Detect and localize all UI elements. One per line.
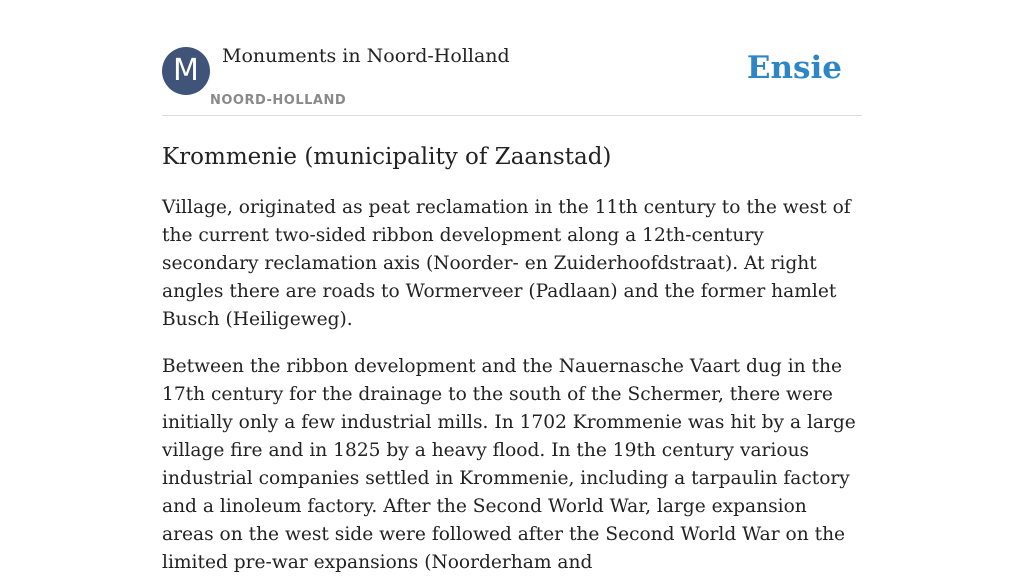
collection-title-link[interactable]: Monuments in Noord-Holland (222, 45, 510, 67)
article-page (162, 0, 862, 577)
category-label[interactable]: NOORD-HOLLAND (210, 93, 347, 108)
article-paragraph: Between the ribbon development and the Nauernasche Vaart dug in the 17th century for the drainage to the south of the Schermer, there were initially only a few industrial mills. In 1702 Krommenie was hit by a large village fire and in 1825 by a heavy flood. In the 19th century various industrial companies settled in Krommenie, including a tarpaulin factory and a linoleum factory. After the Second World War, large expansion areas on the west side were followed after the Second World War on the limited pre-war expansions (Noorderham and (162, 356, 856, 573)
avatar[interactable]: M (162, 47, 210, 95)
article-paragraph: Village, originated as peat reclamation in the 11th century to the west of the current two-sided ribbon development along a 12th-century secondary reclamation axis (Noorder- en Zuiderhoofdstraat). At right angles there are roads to Wormerveer (Padlaan) and the former hamlet Busch (Heiligeweg). (162, 197, 851, 330)
article-title: Krommenie (municipality of Zaanstad) (162, 144, 612, 170)
brand-logo[interactable]: Ensie (746, 50, 842, 86)
page-header (162, 0, 862, 116)
